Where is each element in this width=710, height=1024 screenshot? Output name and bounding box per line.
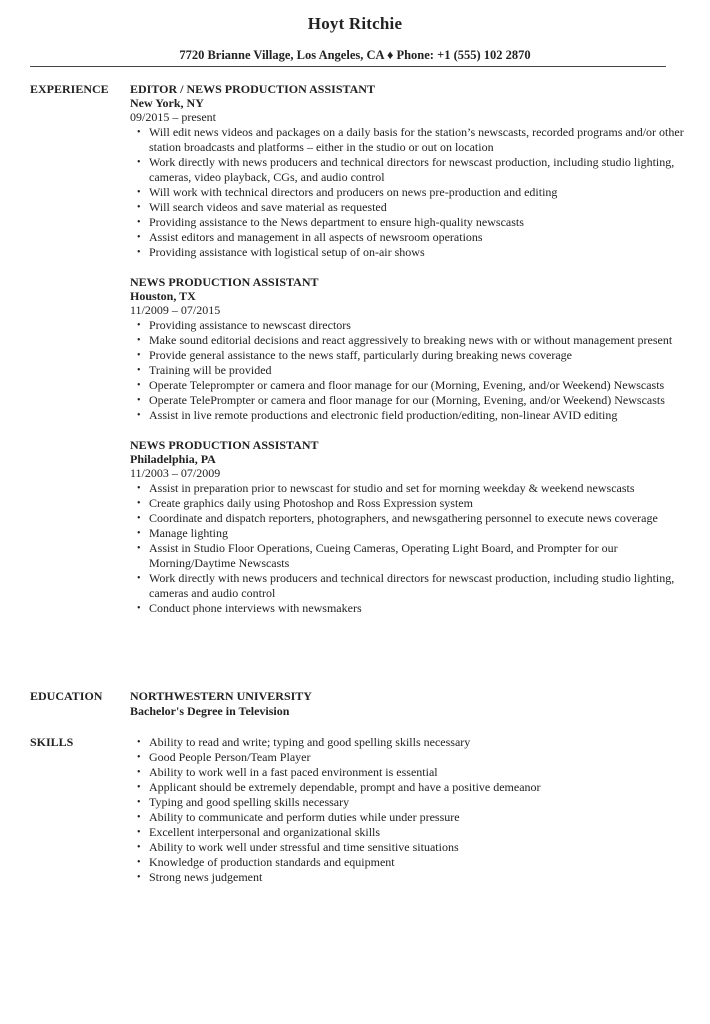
list-item: • Coordinate and dispatch reporters, photographers, and newsgathering personnel to execute news coverage bbox=[137, 511, 658, 525]
list-item: • Ability to communicate and perform duties while under pressure bbox=[137, 810, 460, 824]
list-item: • Strong news judgement bbox=[137, 870, 263, 884]
bullet-icon: • bbox=[137, 872, 141, 883]
list-item: • Providing assistance to the News department to ensure high-quality newscasts bbox=[137, 215, 524, 229]
list-item: • Ability to work well in a fast paced environment is essential bbox=[137, 765, 438, 779]
school-name: NORTHWESTERN UNIVERSITY bbox=[130, 689, 312, 703]
bullet-icon: • bbox=[137, 528, 141, 539]
list-item: • Providing assistance with logistical setup of on-air shows bbox=[137, 245, 425, 259]
bullet-icon: • bbox=[137, 603, 141, 614]
list-item: • Typing and good spelling skills necessary bbox=[137, 795, 350, 809]
job-location: Philadelphia, PA bbox=[130, 452, 216, 466]
job-entry bbox=[130, 275, 690, 423]
list-item: • Providing assistance to newscast directors bbox=[137, 318, 351, 332]
job-bullets bbox=[130, 318, 690, 423]
list-item: • Make sound editorial decisions and react aggressively to breaking news with or without management present bbox=[137, 333, 673, 347]
list-item: • Good People Person/Team Player bbox=[137, 750, 311, 764]
bullet-icon: • bbox=[137, 335, 141, 346]
skills-list bbox=[130, 735, 690, 885]
job-bullets bbox=[130, 481, 690, 616]
bullet-icon: • bbox=[137, 232, 141, 243]
list-item: • Training will be provided bbox=[137, 363, 272, 377]
bullet-icon: • bbox=[137, 127, 141, 138]
list-item: • Applicant should be extremely dependable, prompt and have a positive demeanor bbox=[137, 780, 541, 794]
list-item: • Manage lighting bbox=[137, 526, 228, 540]
job-title: EDITOR / NEWS PRODUCTION ASSISTANT bbox=[130, 82, 375, 96]
list-item: • Assist in Studio Floor Operations, Cueing Cameras, Operating Light Board, and Prompter for our Morning/Daytime Newscasts bbox=[137, 541, 618, 570]
list-item: • Ability to work well under stressful and time sensitive situations bbox=[137, 840, 459, 854]
bullet-icon: • bbox=[137, 543, 141, 554]
list-item: • Will search videos and save material as requested bbox=[137, 200, 387, 214]
bullet-icon: • bbox=[137, 857, 141, 868]
education-label: EDUCATION bbox=[30, 689, 103, 703]
resume-name: Hoyt Ritchie bbox=[307, 14, 403, 33]
bullet-icon: • bbox=[137, 797, 141, 808]
list-item: • Will edit news videos and packages on a daily basis for the station’s newscasts, recorded programs and/or other station broadcasts and platforms – either in the studio or out on location bbox=[137, 125, 684, 154]
job-bullets bbox=[130, 125, 690, 260]
job-entry bbox=[130, 82, 690, 260]
job-title: NEWS PRODUCTION ASSISTANT bbox=[130, 438, 319, 452]
list-item: • Assist in live remote productions and electronic field production/editing, non-linear AVID editing bbox=[137, 408, 618, 422]
bullet-icon: • bbox=[137, 350, 141, 361]
list-item: • Operate TelePrompter or camera and floor manage for our (Morning, Evening, and/or Weekend) Newscasts bbox=[137, 393, 665, 407]
list-item: • Create graphics daily using Photoshop and Ross Expression system bbox=[137, 496, 473, 510]
bullet-icon: • bbox=[137, 498, 141, 509]
job-dates: 09/2015 – present bbox=[130, 110, 216, 124]
skills-body bbox=[130, 735, 690, 885]
bullet-icon: • bbox=[137, 752, 141, 763]
list-item: • Knowledge of production standards and equipment bbox=[137, 855, 395, 869]
list-item: • Provide general assistance to the news staff, particularly during breaking news coverage bbox=[137, 348, 572, 362]
bullet-icon: • bbox=[137, 247, 141, 258]
bullet-icon: • bbox=[137, 410, 141, 421]
list-item: • Work directly with news producers and technical directors for newscast production, including studio lighting, cameras and audio control bbox=[137, 571, 675, 600]
bullet-icon: • bbox=[137, 187, 141, 198]
job-location: New York, NY bbox=[130, 96, 204, 110]
job-entry bbox=[130, 438, 690, 616]
list-item: • Will work with technical directors and producers on news pre-production and editing bbox=[137, 185, 558, 199]
bullet-icon: • bbox=[137, 217, 141, 228]
list-item: • Operate Teleprompter or camera and floor manage for our (Morning, Evening, and/or Weekend) Newscasts bbox=[137, 378, 665, 392]
contact-line: 7720 Brianne Village, Los Angeles, CA ♦ Phone: +1 (555) 102 2870 bbox=[179, 48, 531, 62]
job-location: Houston, TX bbox=[130, 289, 196, 303]
bullet-icon: • bbox=[137, 365, 141, 376]
job-title: NEWS PRODUCTION ASSISTANT bbox=[130, 275, 319, 289]
experience-list bbox=[130, 82, 690, 631]
bullet-icon: • bbox=[137, 320, 141, 331]
list-item: • Work directly with news producers and technical directors for newscast production, including studio lighting, cameras, video playback, CGs, and audio control bbox=[137, 155, 675, 184]
bullet-icon: • bbox=[137, 573, 141, 584]
experience-label: EXPERIENCE bbox=[30, 82, 109, 96]
list-item: • Assist in preparation prior to newscast for studio and set for morning weekday & weekend newscasts bbox=[137, 481, 635, 495]
bullet-icon: • bbox=[137, 827, 141, 838]
list-item: • Excellent interpersonal and organizational skills bbox=[137, 825, 381, 839]
list-item: • Assist editors and management in all aspects of newsroom operations bbox=[137, 230, 483, 244]
list-item: • Conduct phone interviews with newsmakers bbox=[137, 601, 362, 615]
bullet-icon: • bbox=[137, 395, 141, 406]
job-dates: 11/2003 – 07/2009 bbox=[130, 466, 221, 480]
bullet-icon: • bbox=[137, 157, 141, 168]
bullet-icon: • bbox=[137, 737, 141, 748]
bullet-icon: • bbox=[137, 767, 141, 778]
skills-label: SKILLS bbox=[30, 735, 74, 749]
bullet-icon: • bbox=[137, 483, 141, 494]
bullet-icon: • bbox=[137, 380, 141, 391]
bullet-icon: • bbox=[137, 513, 141, 524]
bullet-icon: • bbox=[137, 202, 141, 213]
education-body bbox=[130, 689, 690, 719]
header-divider bbox=[30, 66, 666, 67]
bullet-icon: • bbox=[137, 812, 141, 823]
list-item: • Ability to read and write; typing and good spelling skills necessary bbox=[137, 735, 471, 749]
job-dates: 11/2009 – 07/2015 bbox=[130, 303, 221, 317]
bullet-icon: • bbox=[137, 842, 141, 853]
degree-name: Bachelor's Degree in Television bbox=[130, 704, 290, 718]
bullet-icon: • bbox=[137, 782, 141, 793]
